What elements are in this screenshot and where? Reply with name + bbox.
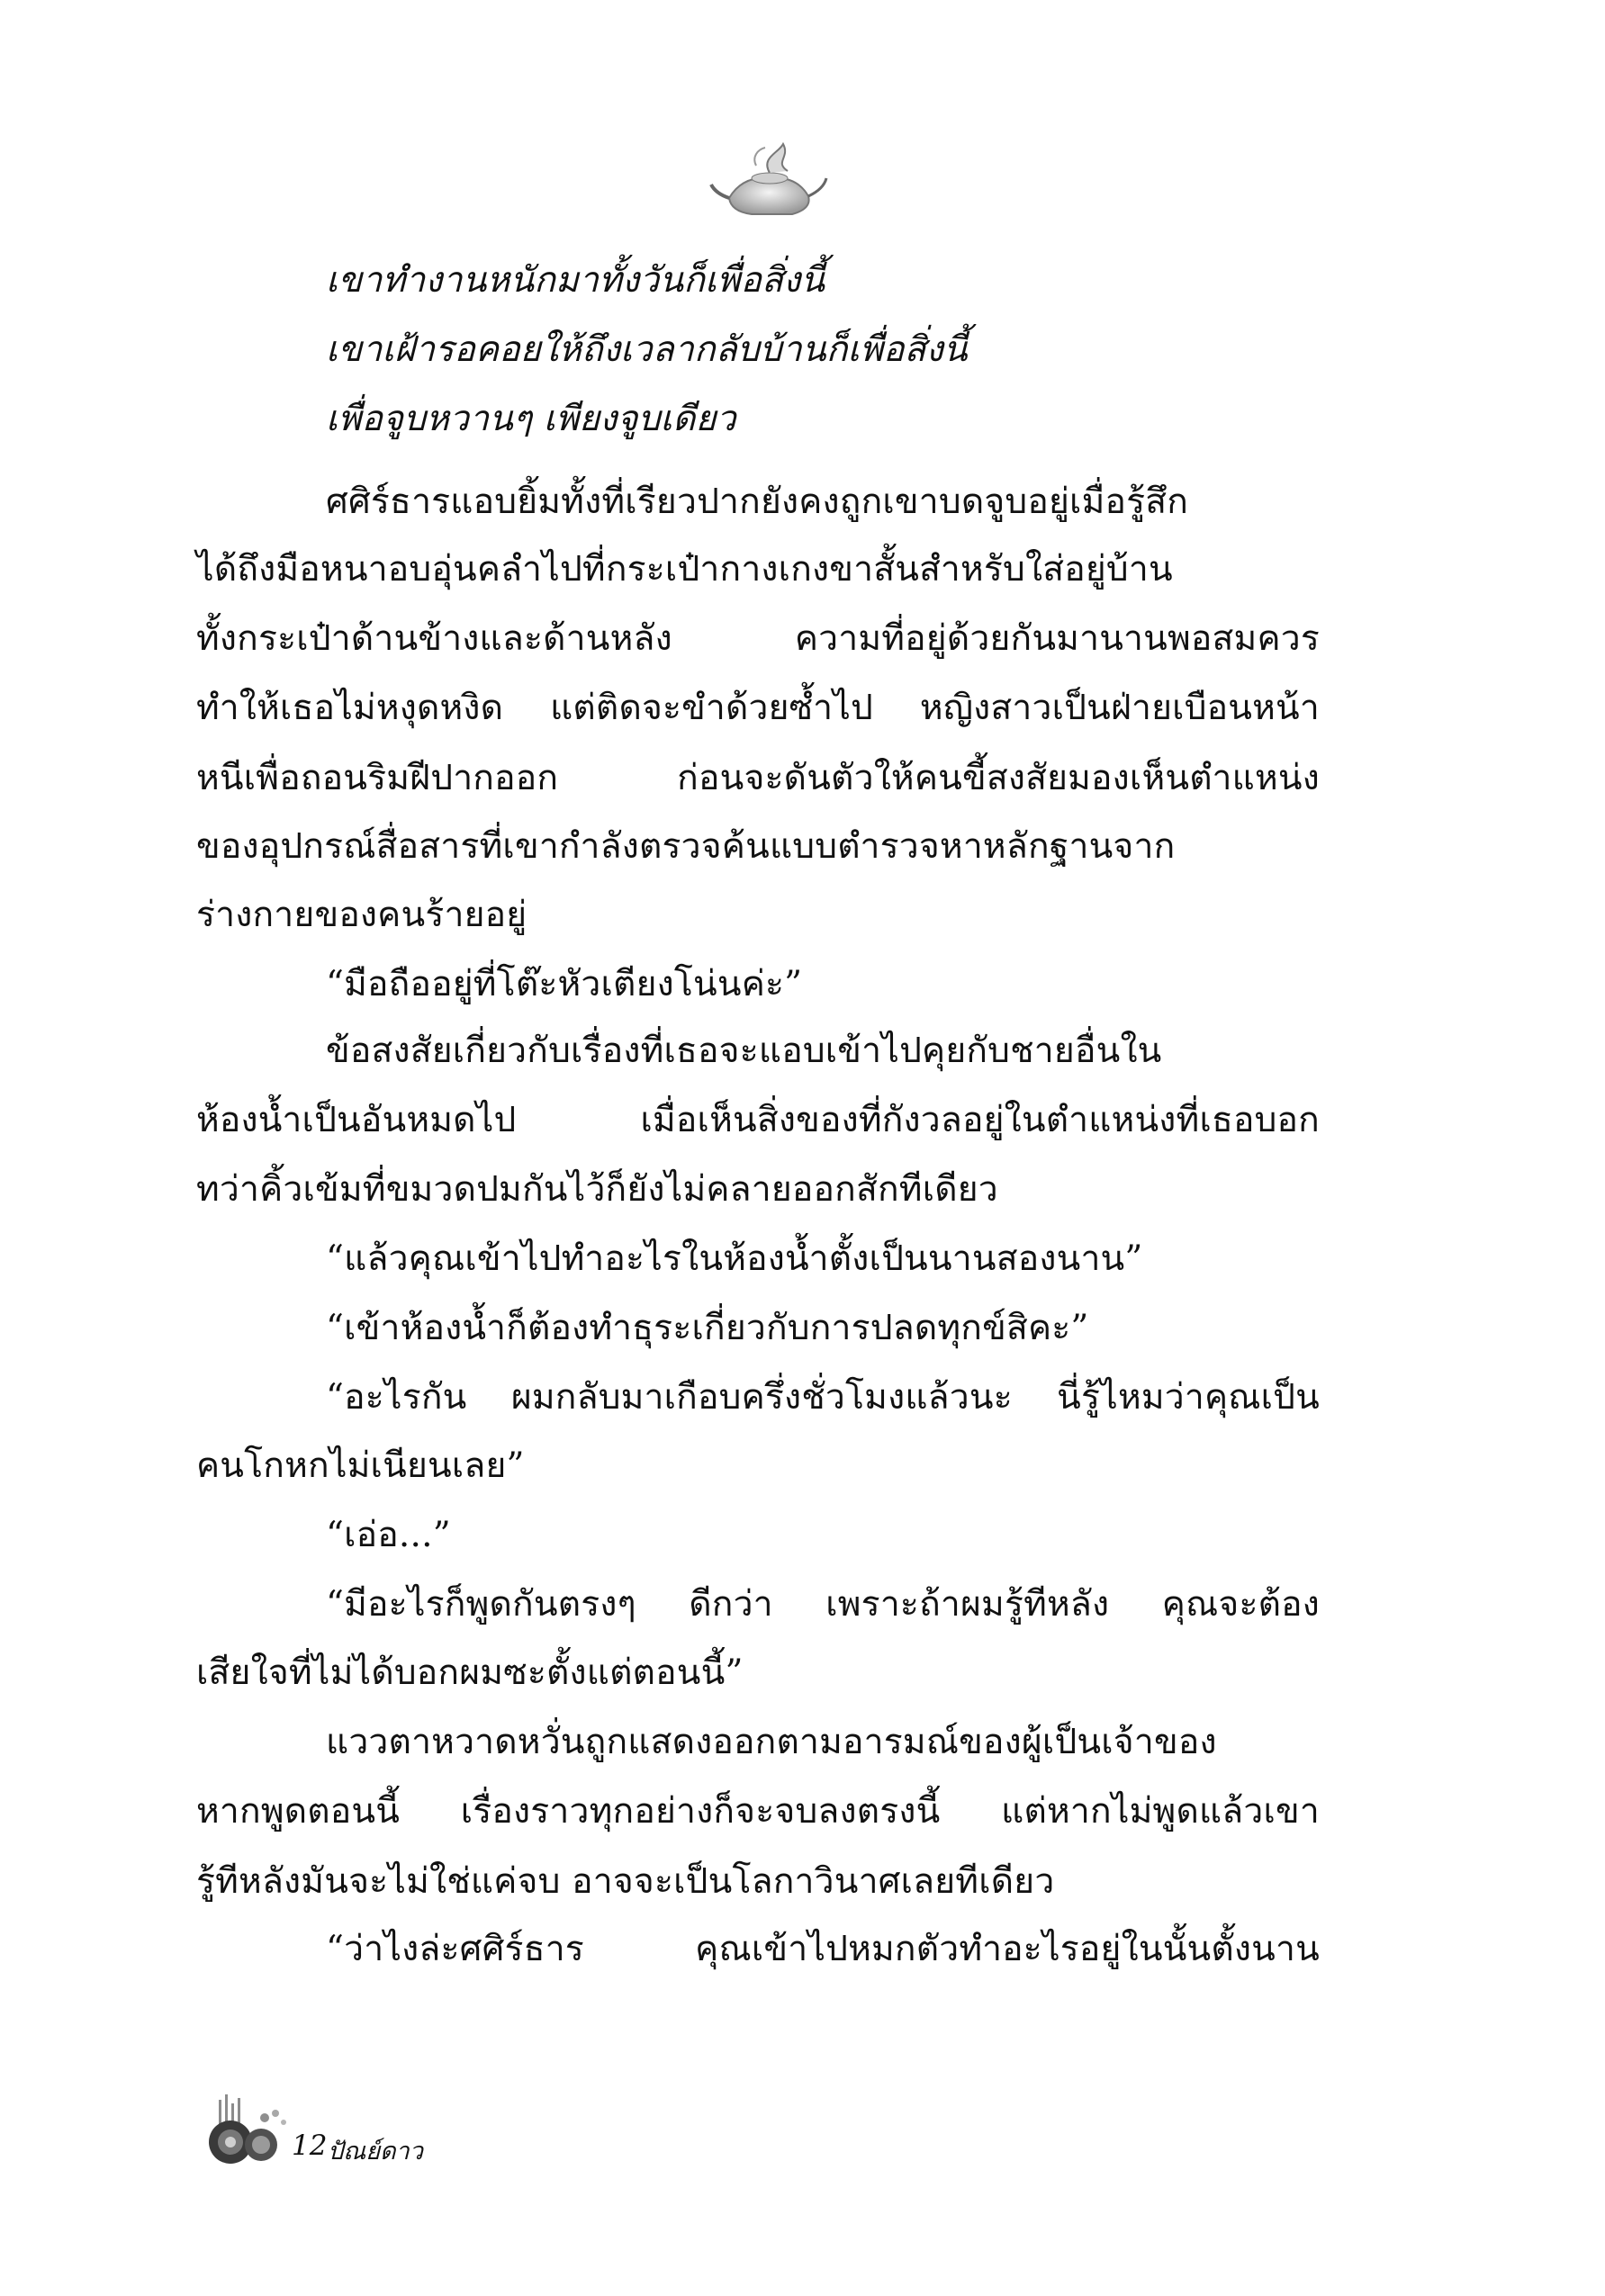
paragraph-line: ของอุปกรณ์สื่อสารที่เขากำลังตรวจค้นแบบตำรวจหาหลักฐานจาก bbox=[196, 826, 1176, 867]
teapot-ornament-icon bbox=[702, 135, 837, 225]
dialogue-line: “แล้วคุณเข้าไปทำอะไรในห้องน้ำตั้งเป็นนานสองนาน” bbox=[326, 1238, 1143, 1279]
paragraph-line: รู้ทีหลังมันจะไม่ใช่แค่จบ อาจจะเป็นโลกาวินาศเลยทีเดียว bbox=[196, 1861, 1055, 1902]
paragraph-line: ทำให้เธอไม่หงุดหงิด แต่ติดจะขำด้วยซ้ำไป หญิงสาวเป็นฝ่ายเบือนหน้า bbox=[196, 688, 1320, 728]
paragraph-line: ทว่าคิ้วเข้มที่ขมวดปมกันไว้ก็ยังไม่คลายออกสักทีเดียว bbox=[196, 1169, 998, 1210]
dialogue-line: “อะไรกัน ผมกลับมาเกือบครึ่งชั่วโมงแล้วนะ นี่รู้ไหมว่าคุณเป็น bbox=[326, 1377, 1320, 1418]
dialogue-line: “ว่าไงล่ะศศิร์ธาร คุณเข้าไปหมกตัวทำอะไรอยู่ในนั้นตั้งนาน bbox=[326, 1929, 1320, 1969]
bubbles-ornament-icon bbox=[196, 2093, 304, 2174]
paragraph-line: ข้อสงสัยเกี่ยวกับเรื่องที่เธอจะแอบเข้าไปคุยกับชายอื่นใน bbox=[326, 1031, 1162, 1071]
dialogue-line: เสียใจที่ไม่ได้บอกผมซะตั้งแต่ตอนนี้” bbox=[196, 1652, 744, 1693]
paragraph-line: ศศิร์ธารแอบยิ้มทั้งที่เรียวปากยังคงถูกเขาบดจูบอยู่เมื่อรู้สึก bbox=[326, 482, 1189, 522]
dialogue-line: คนโกหกไม่เนียนเลย” bbox=[196, 1445, 525, 1486]
paragraph-line: แววตาหวาดหวั่นถูกแสดงออกตามอารมณ์ของผู้เป็นเจ้าของ bbox=[326, 1722, 1217, 1762]
page-footer bbox=[196, 2093, 556, 2174]
paragraph-line: ได้ถึงมือหนาอบอุ่นคลำไปที่กระเป๋ากางเกงขาสั้นสำหรับใส่อยู่บ้าน bbox=[196, 549, 1173, 590]
paragraph-line: ร่างกายของคนร้ายอยู่ bbox=[196, 895, 527, 935]
author-name: ปัณย์ดาว bbox=[328, 2138, 423, 2165]
dialogue-line: “เข้าห้องน้ำก็ต้องทำธุระเกี่ยวกับการปลดทุกข์สิคะ” bbox=[326, 1308, 1089, 1348]
paragraph-line: ทั้งกระเป๋าด้านข้างและด้านหลัง ความที่อยู่ด้วยกันมานานพอสมควร bbox=[196, 618, 1320, 659]
poem-line-3: เพื่อจูบหวานๆ เพียงจูบเดียว bbox=[326, 399, 736, 439]
dialogue-line: “เอ่อ...” bbox=[326, 1515, 451, 1555]
poem-line-1: เขาทำงานหนักมาทั้งวันก็เพื่อสิ่งนี้ bbox=[326, 260, 825, 301]
page-number: 12 bbox=[292, 2129, 328, 2162]
paragraph-line: หากพูดตอนนี้ เรื่องราวทุกอย่างก็จะจบลงตรงนี้ แต่หากไม่พูดแล้วเขา bbox=[196, 1791, 1320, 1832]
dialogue-line: “มีอะไรก็พูดกันตรงๆ ดีกว่า เพราะถ้าผมรู้ทีหลัง คุณจะต้อง bbox=[326, 1584, 1320, 1625]
paragraph-line: ห้องน้ำเป็นอันหมดไป เมื่อเห็นสิ่งของที่กังวลอยู่ในตำแหน่งที่เธอบอก bbox=[196, 1100, 1320, 1140]
dialogue-line: “มือถืออยู่ที่โต๊ะหัวเตียงโน่นค่ะ” bbox=[326, 964, 803, 1004]
poem-line-2: เขาเฝ้ารอคอยให้ถึงเวลากลับบ้านก็เพื่อสิ่งนี้ bbox=[326, 329, 968, 370]
paragraph-line: หนีเพื่อถอนริมฝีปากออก ก่อนจะดันตัวให้คนขี้สงสัยมองเห็นตำแหน่ง bbox=[196, 758, 1320, 798]
